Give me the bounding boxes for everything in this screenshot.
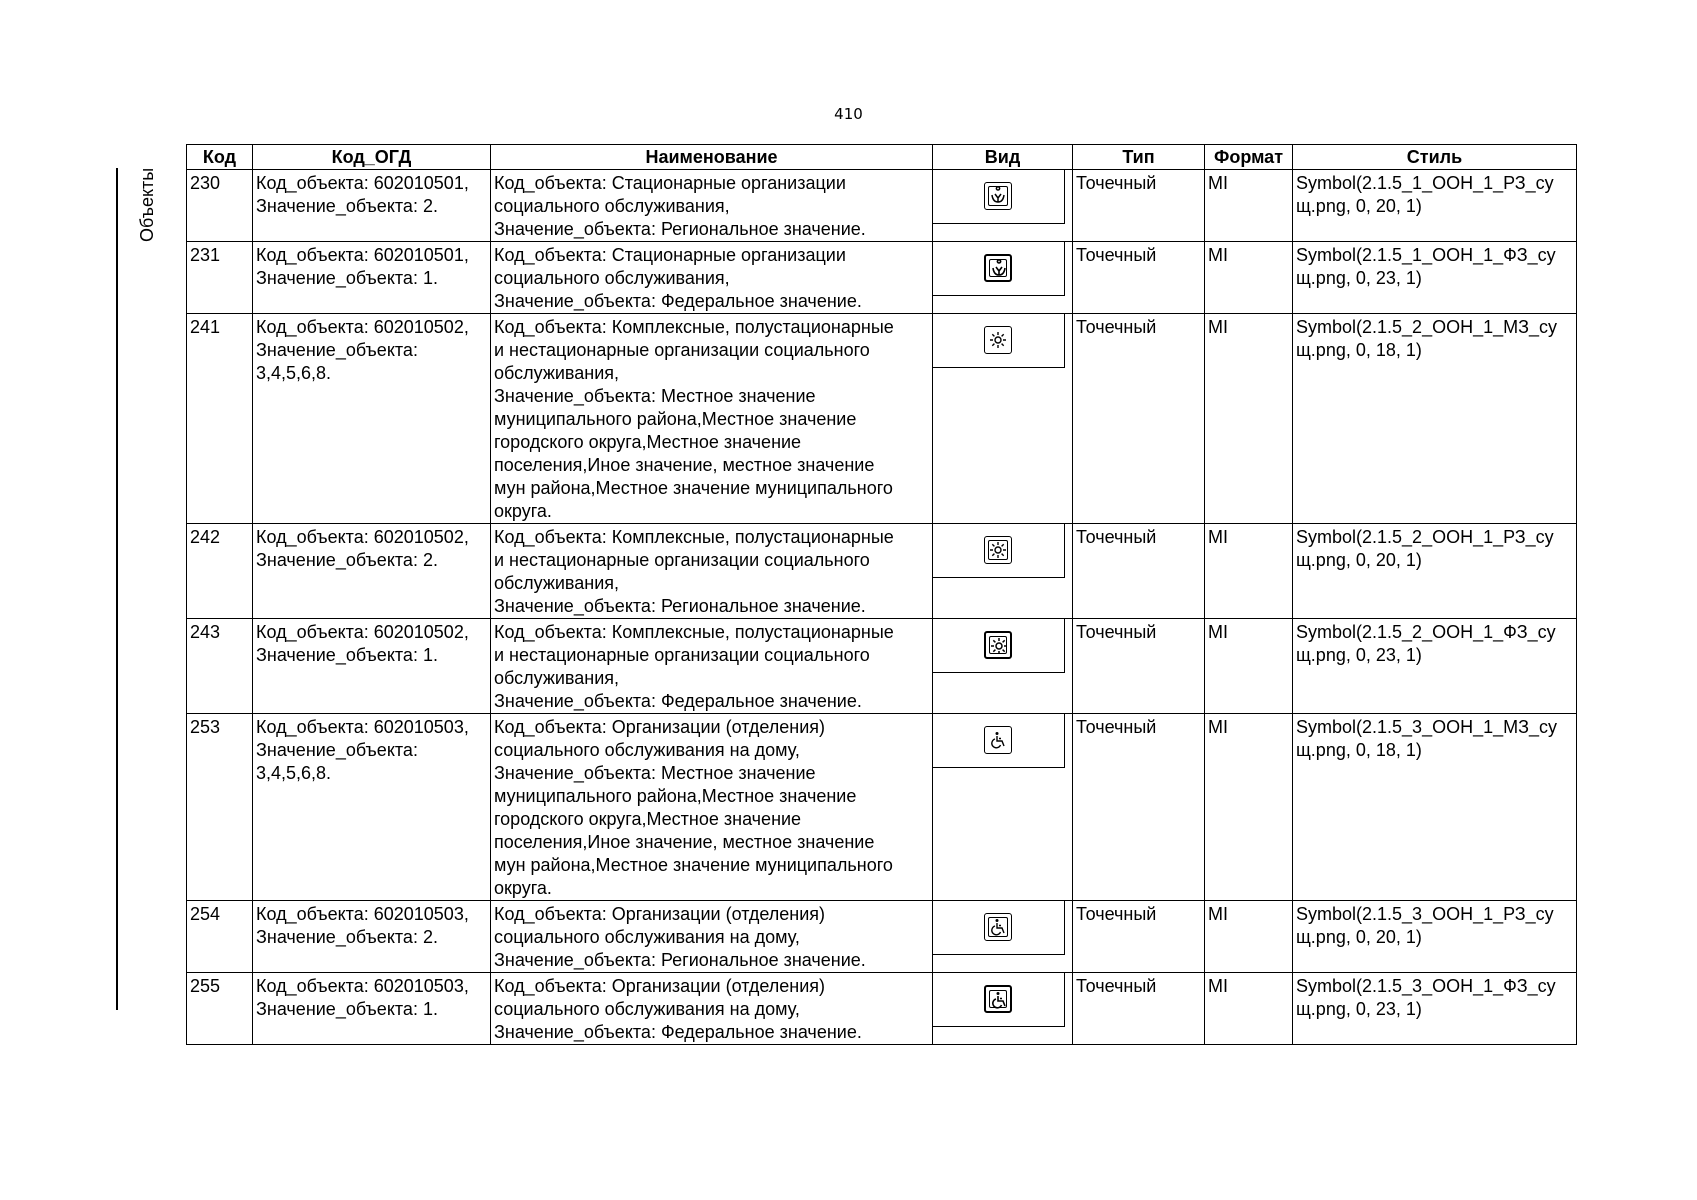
symbol-frame — [933, 714, 1065, 768]
wheelchair-icon — [984, 913, 1012, 941]
cell-kod-ogd: Код_объекта: 602010502, Значение_объекта: 2. — [253, 524, 491, 619]
side-section-label: Объекты — [137, 167, 157, 242]
cell-style: Symbol(2.1.5_2_ООН_1_РЗ_су щ.png, 0, 20, 1) — [1293, 524, 1577, 619]
cell-kod: 231 — [187, 242, 253, 314]
cell-kod: 242 — [187, 524, 253, 619]
column-header-name: Наименование — [491, 145, 933, 170]
cell-tip: Точечный — [1073, 524, 1205, 619]
cell-kod: 241 — [187, 314, 253, 524]
table-row — [187, 973, 1577, 1045]
cell-vid — [933, 524, 1073, 619]
sun-burst-icon — [984, 326, 1012, 354]
column-header-vid: Вид — [933, 145, 1073, 170]
cell-format: MI — [1205, 314, 1293, 524]
cell-kod-ogd: Код_объекта: 602010503, Значение_объекта: 1. — [253, 973, 491, 1045]
symbol-frame — [933, 973, 1065, 1027]
cell-style: Symbol(2.1.5_3_ООН_1_РЗ_су щ.png, 0, 20, 1) — [1293, 901, 1577, 973]
cell-vid — [933, 170, 1073, 242]
cell-vid — [933, 242, 1073, 314]
cell-tip: Точечный — [1073, 242, 1205, 314]
cell-tip: Точечный — [1073, 973, 1205, 1045]
column-header-format: Формат — [1205, 145, 1293, 170]
column-header-tip: Тип — [1073, 145, 1205, 170]
column-header-style: Стиль — [1293, 145, 1577, 170]
cell-format: MI — [1205, 714, 1293, 901]
cell-format: MI — [1205, 242, 1293, 314]
symbol-frame — [933, 901, 1065, 955]
symbol-frame — [933, 314, 1065, 368]
cell-tip: Точечный — [1073, 901, 1205, 973]
table-row — [187, 170, 1577, 242]
cell-name: Код_объекта: Стационарные организации социального обслуживания, Значение_объекта: Региональное значение. — [491, 170, 933, 242]
column-header-kod-ogd: Код_ОГД — [253, 145, 491, 170]
cell-kod-ogd: Код_объекта: 602010501, Значение_объекта: 2. — [253, 170, 491, 242]
cell-name: Код_объекта: Стационарные организации социального обслуживания, Значение_объекта: Федеральное значение. — [491, 242, 933, 314]
cell-tip: Точечный — [1073, 714, 1205, 901]
cell-name: Код_объекта: Организации (отделения) социального обслуживания на дому, Значение_объекта: Региональное значение. — [491, 901, 933, 973]
cell-style: Symbol(2.1.5_3_ООН_1_ФЗ_су щ.png, 0, 23, 1) — [1293, 973, 1577, 1045]
cell-tip: Точечный — [1073, 619, 1205, 714]
symbol-frame — [933, 170, 1065, 224]
cell-kod-ogd: Код_объекта: 602010501, Значение_объекта: 1. — [253, 242, 491, 314]
cell-style: Symbol(2.1.5_2_ООН_1_МЗ_су щ.png, 0, 18, 1) — [1293, 314, 1577, 524]
cell-name: Код_объекта: Организации (отделения) социального обслуживания на дому, Значение_объекта: Федеральное значение. — [491, 973, 933, 1045]
cell-kod: 230 — [187, 170, 253, 242]
table-row — [187, 314, 1577, 524]
table-header-row — [187, 145, 1577, 170]
cell-tip: Точечный — [1073, 170, 1205, 242]
cell-tip: Точечный — [1073, 314, 1205, 524]
table-row — [187, 619, 1577, 714]
cell-kod: 243 — [187, 619, 253, 714]
cell-name: Код_объекта: Комплексные, полустационарные и нестационарные организации социального обслуживания, Значение_объекта: Федеральное значение. — [491, 619, 933, 714]
cell-format: MI — [1205, 973, 1293, 1045]
cell-vid — [933, 901, 1073, 973]
table-row — [187, 714, 1577, 901]
cell-style: Symbol(2.1.5_1_ООН_1_ФЗ_су щ.png, 0, 23, 1) — [1293, 242, 1577, 314]
page-number: 410 — [834, 105, 863, 123]
column-header-kod: Код — [187, 145, 253, 170]
sun-burst-icon — [984, 631, 1012, 659]
cell-format: MI — [1205, 524, 1293, 619]
cell-kod-ogd: Код_объекта: 602010502, Значение_объекта: 1. — [253, 619, 491, 714]
cell-vid — [933, 314, 1073, 524]
cell-format: MI — [1205, 170, 1293, 242]
cell-name: Код_объекта: Комплексные, полустационарные и нестационарные организации социального обслуживания, Значение_объекта: Местное значение муниципального района,Местное значение городского округа,Местное значение поселения,Иное значение, местное значение мун района,Местное значение муниципального округа. — [491, 314, 933, 524]
cell-format: MI — [1205, 619, 1293, 714]
cell-format: MI — [1205, 901, 1293, 973]
table-row — [187, 901, 1577, 973]
cell-name: Код_объекта: Организации (отделения) социального обслуживания на дому, Значение_объекта: Местное значение муниципального района,Местное значение городского округа,Местное значение поселения,Иное значение, местное значение мун района,Местное значение муниципального округа. — [491, 714, 933, 901]
cell-style: Symbol(2.1.5_3_ООН_1_МЗ_су щ.png, 0, 18, 1) — [1293, 714, 1577, 901]
care-facility-icon — [984, 182, 1012, 210]
cell-name: Код_объекта: Комплексные, полустационарные и нестационарные организации социального обслуживания, Значение_объекта: Региональное значение. — [491, 524, 933, 619]
symbol-frame — [933, 524, 1065, 578]
side-divider-line — [116, 168, 118, 1010]
cell-kod: 254 — [187, 901, 253, 973]
cell-vid — [933, 714, 1073, 901]
symbol-frame — [933, 619, 1065, 673]
table-row — [187, 242, 1577, 314]
cell-kod-ogd: Код_объекта: 602010503, Значение_объекта: 2. — [253, 901, 491, 973]
sun-burst-icon — [984, 536, 1012, 564]
symbol-table — [186, 144, 1577, 1045]
symbol-frame — [933, 242, 1065, 296]
cell-vid — [933, 973, 1073, 1045]
cell-style: Symbol(2.1.5_1_ООН_1_РЗ_су щ.png, 0, 20, 1) — [1293, 170, 1577, 242]
wheelchair-icon — [984, 985, 1012, 1013]
cell-kod: 255 — [187, 973, 253, 1045]
table-row — [187, 524, 1577, 619]
cell-style: Symbol(2.1.5_2_ООН_1_ФЗ_су щ.png, 0, 23, 1) — [1293, 619, 1577, 714]
wheelchair-icon — [984, 726, 1012, 754]
cell-vid — [933, 619, 1073, 714]
cell-kod: 253 — [187, 714, 253, 901]
cell-kod-ogd: Код_объекта: 602010503, Значение_объекта: 3,4,5,6,8. — [253, 714, 491, 901]
cell-kod-ogd: Код_объекта: 602010502, Значение_объекта: 3,4,5,6,8. — [253, 314, 491, 524]
care-facility-icon — [984, 254, 1012, 282]
